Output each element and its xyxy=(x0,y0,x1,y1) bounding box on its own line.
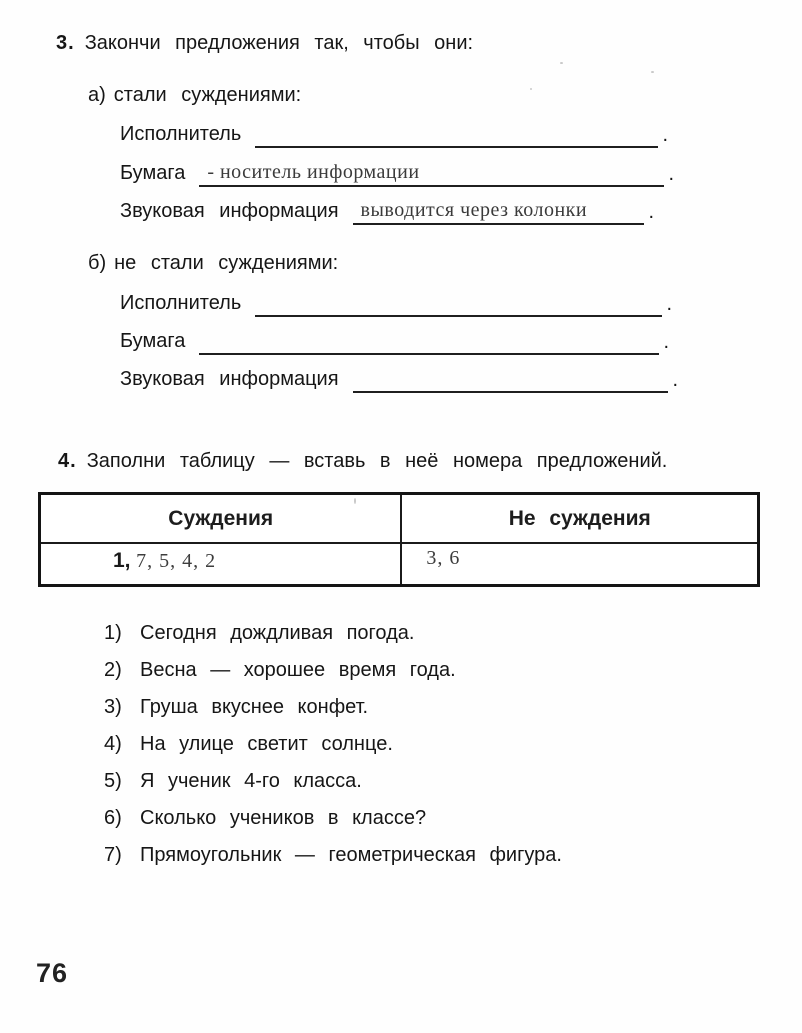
scan-artifact xyxy=(560,62,563,64)
sentence-number: 7) xyxy=(104,844,122,866)
trailing-period: . xyxy=(662,124,668,146)
part-a-label: а) xyxy=(88,84,106,106)
scan-artifact xyxy=(354,498,356,504)
scan-artifact xyxy=(651,71,654,73)
fill-label: Бумага xyxy=(120,330,186,352)
task4-header xyxy=(58,448,667,474)
sentence-text: Груша вкуснее конфет. xyxy=(140,696,369,718)
trailing-period: . xyxy=(648,201,654,223)
task3-header xyxy=(56,30,473,56)
task3-part-b-header xyxy=(88,250,338,276)
fill-label: Звуковая информация xyxy=(120,200,339,222)
fill-label: Исполнитель xyxy=(120,123,242,145)
judgments-table xyxy=(38,492,760,587)
part-b-label: б) xyxy=(88,252,107,274)
fill-label: Звуковая информация xyxy=(120,368,339,390)
fill-row-a-performer xyxy=(120,118,668,148)
sentence-item xyxy=(104,733,744,756)
sentence-item xyxy=(104,770,744,793)
fill-row-a-paper xyxy=(120,157,674,187)
part-b-title: не стали суждениями: xyxy=(114,252,339,274)
trailing-period: . xyxy=(672,369,678,391)
answer-blank xyxy=(199,325,659,355)
fill-row-b-performer xyxy=(120,287,672,317)
sentence-text: Я ученик 4-го класса. xyxy=(140,770,362,792)
table-header-row xyxy=(41,495,757,544)
sentence-number: 1) xyxy=(104,622,122,644)
sentence-list xyxy=(104,622,744,881)
task4-number: 4. xyxy=(58,450,77,472)
cell-not-judgments xyxy=(402,544,757,584)
answer-blank xyxy=(255,287,662,317)
fill-row-b-sound xyxy=(120,363,678,393)
sentence-item xyxy=(104,844,744,867)
sentence-item xyxy=(104,807,744,830)
header-label: Суждения xyxy=(168,507,274,530)
sentence-number: 3) xyxy=(104,696,122,718)
sentence-text: Весна — хорошее время года. xyxy=(140,659,456,681)
sentence-number: 2) xyxy=(104,659,122,681)
handwritten-values: 7, 5, 4, 2 xyxy=(136,550,217,572)
task4-title: Заполни таблицу — вставь в неё номера предложений. xyxy=(86,450,668,472)
handwritten-answer: выводится через колонки xyxy=(360,199,588,221)
printed-value: 1, xyxy=(113,549,131,572)
sentence-text: Сколько учеников в классе? xyxy=(140,807,427,829)
sentence-text: Сегодня дождливая погода. xyxy=(140,622,415,644)
answer-blank xyxy=(353,363,669,393)
fill-label: Исполнитель xyxy=(120,292,242,314)
sentence-item xyxy=(104,659,744,682)
trailing-period: . xyxy=(668,163,674,185)
trailing-period: . xyxy=(663,331,669,353)
page-number: 76 xyxy=(36,958,69,988)
trailing-period: . xyxy=(666,293,672,315)
sentence-number: 6) xyxy=(104,807,122,829)
answer-blank xyxy=(255,118,658,148)
task3-title: Закончи предложения так, чтобы они: xyxy=(84,32,474,54)
fill-label: Бумага xyxy=(120,162,186,184)
sentence-text: На улице светит солнце. xyxy=(140,733,393,755)
sentence-number: 4) xyxy=(104,733,122,755)
judgments-values xyxy=(113,549,216,573)
header-label: Не суждения xyxy=(508,507,651,530)
fill-row-b-paper xyxy=(120,325,669,355)
header-cell-judgments xyxy=(41,495,402,542)
handwritten-values: 3, 6 xyxy=(426,547,461,569)
sentence-number: 5) xyxy=(104,770,122,792)
sentence-text: Прямоугольник — геометрическая фигура. xyxy=(140,844,562,866)
part-a-title: стали суждениями: xyxy=(113,84,302,106)
sentence-item xyxy=(104,622,744,645)
task3-number: 3. xyxy=(56,32,75,54)
scan-artifact xyxy=(530,88,532,90)
sentence-item xyxy=(104,696,744,719)
answer-blank xyxy=(199,157,664,187)
task3-part-a-header xyxy=(88,82,301,108)
header-cell-not-judgments xyxy=(402,495,757,542)
table-data-row xyxy=(41,544,757,584)
handwritten-answer: - носитель информации xyxy=(207,161,420,183)
answer-blank xyxy=(353,195,645,225)
cell-judgments xyxy=(41,544,402,584)
fill-row-a-sound xyxy=(120,195,654,225)
